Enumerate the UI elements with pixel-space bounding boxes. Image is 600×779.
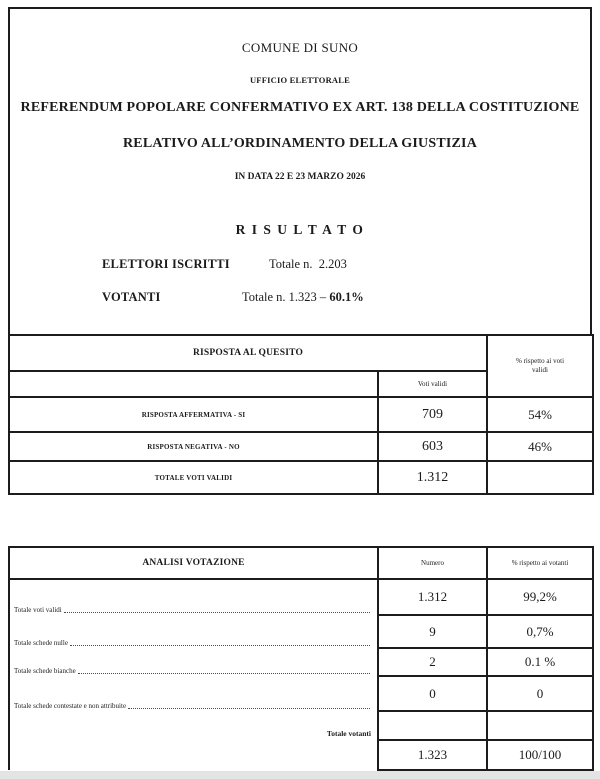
analysis-col-percent-header: % rispetto ai votanti <box>487 547 593 579</box>
answers-total-percent <box>487 461 593 494</box>
date-line: IN DATA 22 E 23 MARZO 2026 <box>234 172 366 182</box>
answer-no-percent: 46% <box>487 432 593 461</box>
contested-ballots-percent: 0 <box>487 676 593 711</box>
office-subtitle: UFFICIO ELETTORALE <box>249 75 351 85</box>
voters-label: VOTANTI <box>102 290 161 304</box>
municipality-title: COMUNE DI SUNO <box>241 40 359 55</box>
electors-label: ELETTORI ISCRITTI <box>102 257 230 271</box>
answers-table <box>8 334 594 495</box>
result-title: R I S U L T A T O <box>235 222 365 237</box>
analysis-labels-cell <box>9 579 378 770</box>
valid-votes-label: Totale voti validi <box>14 606 62 614</box>
electors-value: Totale n. 2.203 <box>269 257 347 271</box>
analysis-col-number-header: Numero <box>378 547 487 579</box>
page-bottom-edge <box>0 771 600 779</box>
null-ballots-label: Totale schede nulle <box>14 639 68 647</box>
dotted-leader <box>128 708 370 709</box>
blank-ballots-percent: 0.1 % <box>487 648 593 676</box>
answers-empty-header-cell <box>9 371 378 397</box>
table-row <box>9 432 593 461</box>
null-ballots-percent: 0,7% <box>487 615 593 648</box>
blank-ballots-number: 2 <box>378 648 487 676</box>
table-row <box>9 461 593 494</box>
analysis-table <box>8 546 594 771</box>
contested-ballots-number: 0 <box>378 676 487 711</box>
dotted-leader <box>78 673 370 674</box>
list-item <box>14 665 372 676</box>
empty-percent-cell <box>487 711 593 740</box>
voters-row <box>10 290 590 306</box>
valid-votes-percent: 99,2% <box>487 579 593 615</box>
answer-no-label: RISPOSTA NEGATIVA - NO <box>9 432 378 461</box>
blank-ballots-label: Totale schede bianche <box>14 667 76 675</box>
answers-table-title: RISPOSTA AL QUESITO <box>9 335 487 371</box>
voters-value-prefix: Totale n. 1.323 – <box>242 290 330 304</box>
answer-yes-percent: 54% <box>487 397 593 432</box>
header-box <box>8 7 592 334</box>
list-item <box>14 604 372 615</box>
total-voters-number: 1.323 <box>378 740 487 770</box>
valid-votes-number: 1.312 <box>378 579 487 615</box>
table-row <box>9 579 593 615</box>
answer-no-votes: 603 <box>378 432 487 461</box>
answers-col-percent-header: % rispetto ai voti validi <box>487 335 593 397</box>
voters-value <box>242 290 364 305</box>
total-voters-percent: 100/100 <box>487 740 593 770</box>
empty-number-cell <box>378 711 487 740</box>
table-row <box>9 397 593 432</box>
electors-row <box>10 257 590 273</box>
answer-yes-votes: 709 <box>378 397 487 432</box>
analysis-table-title: ANALISI VOTAZIONE <box>9 547 378 579</box>
referendum-title-line2: RELATIVO ALL’ORDINAMENTO DELLA GIUSTIZIA <box>122 136 478 151</box>
answers-col-votes-header: Voti validi <box>378 371 487 397</box>
voters-turnout-percent: 60.1% <box>329 290 364 304</box>
dotted-leader <box>64 612 370 613</box>
list-item <box>14 700 372 711</box>
answer-yes-label: RISPOSTA AFFERMATIVA - SI <box>9 397 378 432</box>
answers-total-votes: 1.312 <box>378 461 487 494</box>
null-ballots-number: 9 <box>378 615 487 648</box>
referendum-title-line1: REFERENDUM POPOLARE CONFERMATIVO EX ART. 138 DELLA COSTITUZIONE <box>20 100 580 115</box>
contested-ballots-label: Totale schede contestate e non attribuite <box>14 702 127 710</box>
answers-total-label: TOTALE VOTI VALIDI <box>9 461 378 494</box>
dotted-leader <box>70 645 370 646</box>
list-item <box>14 637 372 648</box>
total-voters-label: Totale votanti <box>326 729 371 738</box>
